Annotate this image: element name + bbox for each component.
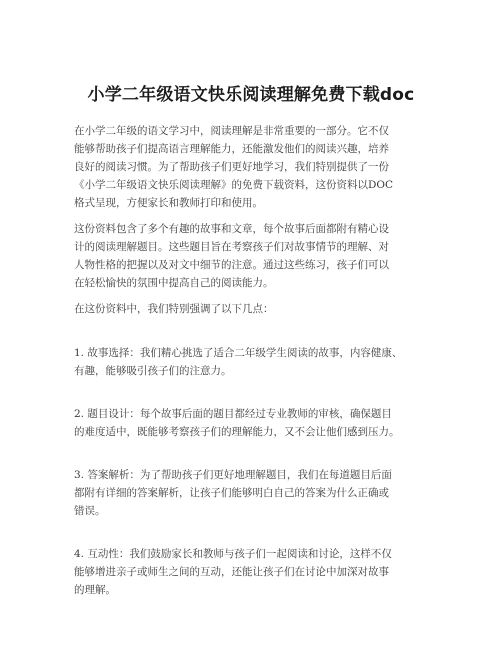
text-line: 能够帮助孩子们提高语言理解能力，还能激发他们的阅读兴趣，培养 <box>74 143 389 155</box>
text-line: 的难度适中，既能够考察孩子们的理解能力，又不会让他们感到压力。 <box>74 426 400 438</box>
list-item-answer-analysis <box>74 466 434 520</box>
text-line: 格式呈现，方便家长和教师打印和使用。 <box>74 197 263 209</box>
text-line: 在这份资料中，我们特别强调了以下几点： <box>74 303 274 315</box>
text-line: 有趣，能够吸引孩子们的注意力。 <box>74 365 232 377</box>
text-line: 在小学二年级的语文学习中，阅读理解是非常重要的一部分。它不仅 <box>74 125 389 137</box>
text-line: 这份资料包含了多个有趣的故事和文章，每个故事后面都附有精心设 <box>74 223 389 235</box>
text-line: 1. 故事选择：我们精心挑选了适合二年级学生阅读的故事，内容健康、 <box>74 347 403 359</box>
text-line: 的理解。 <box>74 584 116 596</box>
document-title: 小学二年级语文快乐阅读理解免费下载doc <box>87 85 415 105</box>
text-line: 良好的阅读习惯。为了帮助孩子们更好地学习，我们特别提供了一份 <box>74 161 389 173</box>
text-line: 都附有详细的答案解析，让孩子们能够明白自己的答案为什么正确或 <box>74 487 389 499</box>
text-line: 在轻松愉快的氛围中提高自己的阅读能力。 <box>74 277 274 289</box>
text-line: 计的阅读理解题目。这些题目旨在考察孩子们对故事情节的理解、对 <box>74 241 389 253</box>
list-item-interactivity <box>74 545 434 599</box>
paragraph-intro <box>74 122 434 212</box>
text-line: 《小学二年级语文快乐阅读理解》的免费下载资料，这份资料以DOC <box>74 179 394 191</box>
text-line: 4. 互动性：我们鼓励家长和教师与孩子们一起阅读和讨论，这样不仅 <box>74 548 392 560</box>
text-line: 能够增进亲子或师生之间的互动，还能让孩子们在讨论中加深对故事 <box>74 566 389 578</box>
list-item-question-design <box>74 405 434 441</box>
paragraph-emphasis-intro <box>74 300 434 318</box>
text-line: 2. 题目设计：每个故事后面的题目都经过专业教师的审核，确保题目 <box>74 408 392 420</box>
text-line: 人物性格的把握以及对文中细节的注意。通过这些练习，孩子们可以 <box>74 259 389 271</box>
paragraph-content <box>74 220 434 292</box>
list-item-story-selection <box>74 344 434 380</box>
text-line: 3. 答案解析：为了帮助孩子们更好地理解题目，我们在每道题目后面 <box>74 469 392 481</box>
text-line: 错误。 <box>74 505 106 517</box>
